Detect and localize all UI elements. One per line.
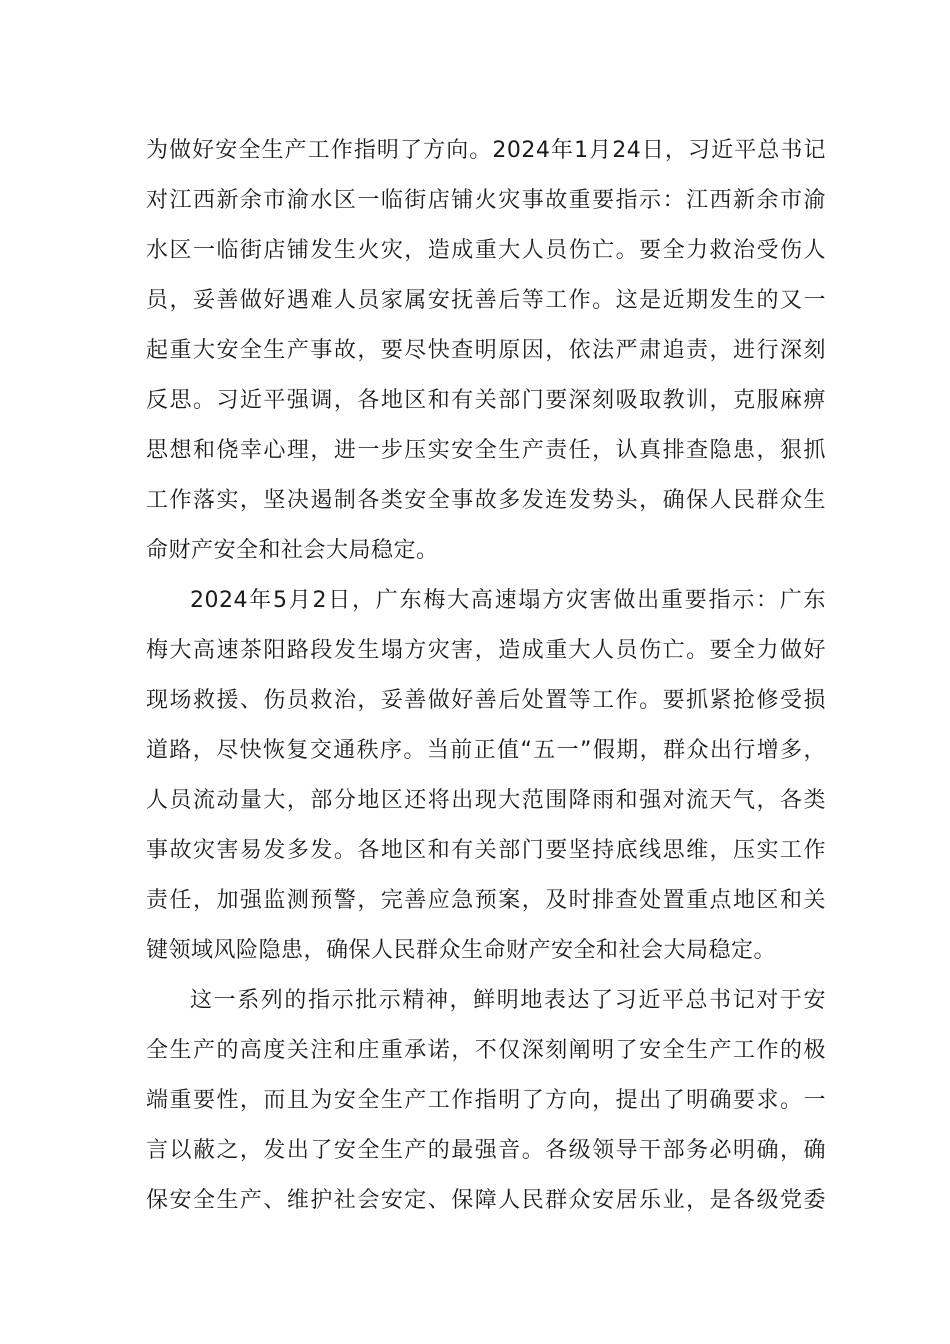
- paragraph-2-line-5: 人员流动量大，部分地区还将出现大范围降雨和强对流天气，各类: [146, 788, 826, 813]
- paragraph-2-line-2: 梅大高速茶阳路段发生塌方灾害，造成重大人员伤亡。要全力做好: [146, 638, 826, 663]
- paragraph-2-line-6: 事故灾害易发多发。各地区和有关部门要坚持底线思维，压实工作: [146, 838, 826, 863]
- paragraph-3-line-5: 保安全生产、维护社会安定、保障人民群众安居乐业，是各级党委: [146, 1188, 826, 1213]
- paragraph-2-line-1: 2024年5月2日，广东梅大高速塌方灾害做出重要指示：广东: [190, 588, 826, 613]
- paragraph-1-line-7: 思想和侥幸心理，进一步压实安全生产责任，认真排查隐患，狠抓: [146, 438, 826, 463]
- paragraph-2-line-3: 现场救援、伤员救治，妥善做好善后处置等工作。要抓紧抢修受损: [146, 688, 826, 713]
- paragraph-3-line-2: 全生产的高度关注和庄重承诺，不仅深刻阐明了安全生产工作的极: [146, 1038, 826, 1063]
- paragraph-1-line-8: 工作落实，坚决遏制各类安全事故多发连发势头，确保人民群众生: [146, 488, 826, 513]
- paragraph-3-line-1: 这一系列的指示批示精神，鲜明地表达了习近平总书记对于安: [190, 988, 826, 1013]
- paragraph-2-line-8: 键领域风险隐患，确保人民群众生命财产安全和社会大局稳定。: [146, 938, 777, 963]
- paragraph-2-line-4: 道路，尽快恢复交通秩序。当前正值“五一”假期，群众出行增多，: [146, 738, 826, 763]
- paragraph-1-line-3: 水区一临街店铺发生火灾，造成重大人员伤亡。要全力救治受伤人: [146, 238, 826, 263]
- paragraph-3-line-3: 端重要性，而且为安全生产工作指明了方向，提出了明确要求。一: [146, 1088, 826, 1113]
- paragraph-3-line-4: 言以蔽之，发出了安全生产的最强音。各级领导干部务必明确，确: [146, 1138, 826, 1163]
- paragraph-1-line-4: 员，妥善做好遇难人员家属安抚善后等工作。这是近期发生的又一: [146, 288, 826, 313]
- paragraph-1-line-9: 命财产安全和社会大局稳定。: [146, 538, 439, 563]
- paragraph-1-line-5: 起重大安全生产事故，要尽快查明原因，依法严肃追责，进行深刻: [146, 338, 826, 363]
- paragraph-1-line-6: 反思。习近平强调，各地区和有关部门要深刻吸取教训，克服麻痹: [146, 388, 826, 413]
- paragraph-1-line-1: 为做好安全生产工作指明了方向。2024年1月24日，习近平总书记: [146, 138, 826, 163]
- paragraph-1-line-2: 对江西新余市渝水区一临街店铺火灾事故重要指示：江西新余市渝: [146, 188, 826, 213]
- paragraph-2-line-7: 责任，加强监测预警，完善应急预案，及时排查处置重点地区和关: [146, 888, 826, 913]
